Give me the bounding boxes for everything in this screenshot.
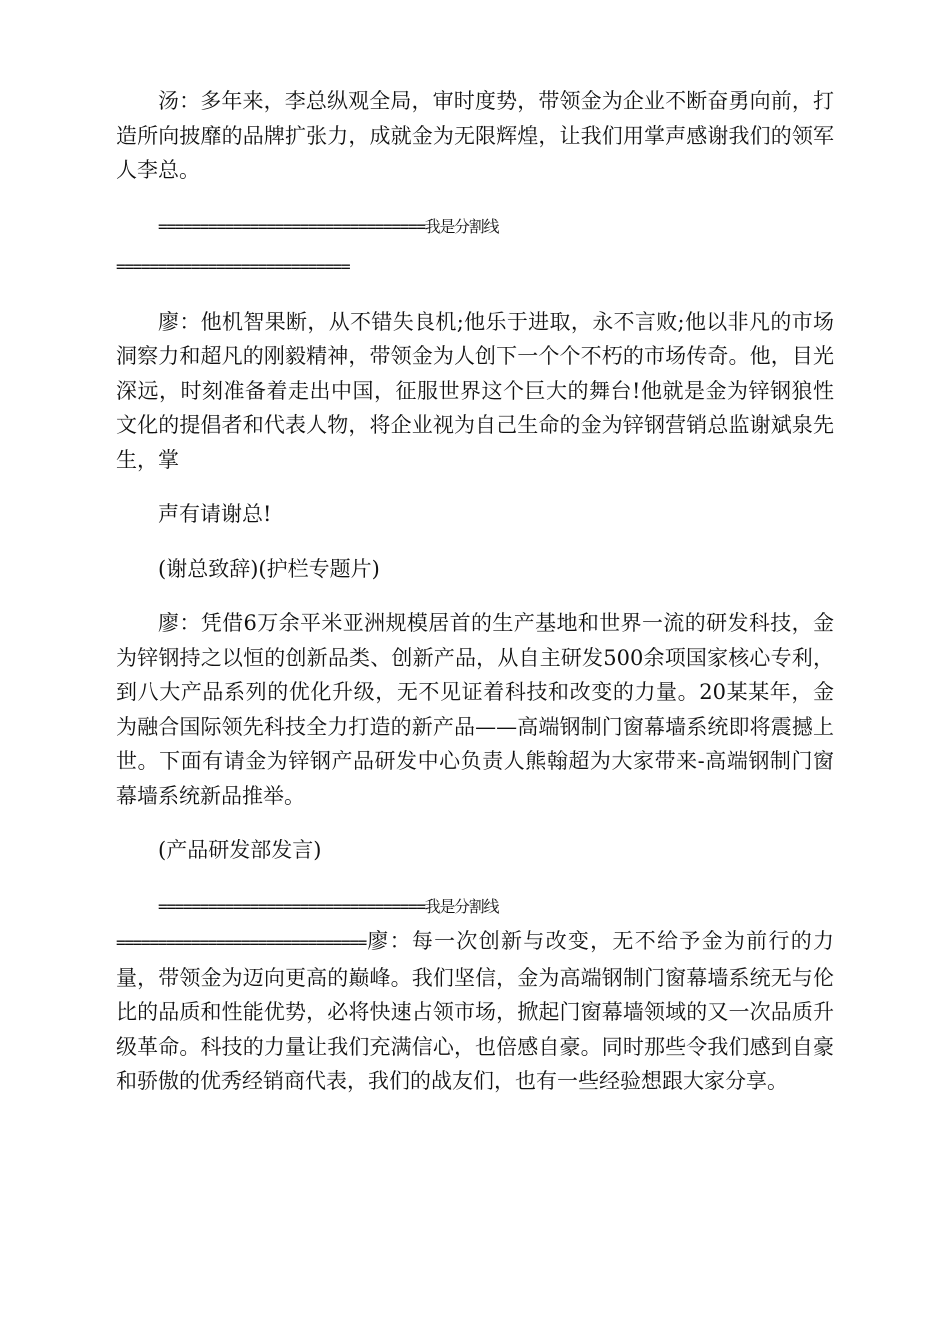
paragraph-liao-tech: 廖：凭借6万余平米亚洲规模居首的生产基地和世界一流的研发科技，金为锌钢持之以恒的创新品类、创新产品，从自主研发500余项国家核心专利，到八大产品系列的优化升级，无不见证着科技和改变的力量。20某某年，金为融合国际领先科技全力打造的新产品——高端钢制门窗幕墙系统即将震撼上世。下面有请金为锌钢产品研发中心负责人熊翰超为大家带来-高端钢制门窗幕墙系统新品推举。 <box>116 611 834 808</box>
paragraph-liao-intro-xie: 廖：他机智果断，从不错失良机;他乐于进取，永不言败;他以非凡的市场洞察力和超凡的刚毅精神，带领金为人创下一个个不朽的市场传奇。他，目光深远，时刻准备着走出中国，征服世界这个巨大的舞台!他就是金为锌钢狼性文化的提倡者和代表人物，将企业视为自己生命的金为锌钢营销总监谢斌泉先生，掌 <box>116 309 834 472</box>
paragraph-stage-note-1: (谢总致辞)(护栏专题片) <box>158 556 380 581</box>
separator-line: ============================== <box>116 933 366 952</box>
document-page <box>116 84 834 1119</box>
paragraph-liao-innovation-text: 廖：每一次创新与改变，无不给予金为前行的力量，带领金为迈向更高的巅峰。我们坚信，金为高端钢制门窗幕墙系统无与伦比的品质和性能优势，必将快速占领市场，掀起门窗幕墙领域的又一次品质升级革命。科技的力量让我们充满信心，也倍感自豪。同时那些令我们感到自豪和骄傲的优秀经销商代表，我们的战友们，也有一些经验想跟大家分享。 <box>116 929 834 1093</box>
paragraph-welcome-xie: 声有请谢总! <box>158 502 272 526</box>
separator-tail-1 <box>116 248 834 285</box>
paragraph-stage-note-2: (产品研发部发言) <box>158 838 322 862</box>
paragraph-liao-innovation <box>116 924 834 1099</box>
separator-line: ================================我是分割线 <box>158 896 499 916</box>
separator-block-2 <box>116 888 834 925</box>
separator-block-1 <box>116 208 834 245</box>
separator-line: ================================我是分割线 <box>158 216 499 236</box>
paragraph-tang-thanks: 汤：多年来，李总纵观全局，审时度势，带领金为企业不断奋勇向前，打造所向披靡的品牌扩张力，成就金为无限辉煌，让我们用掌声感谢我们的领军人李总。 <box>116 89 834 182</box>
separator-line: ============================ <box>116 257 350 276</box>
